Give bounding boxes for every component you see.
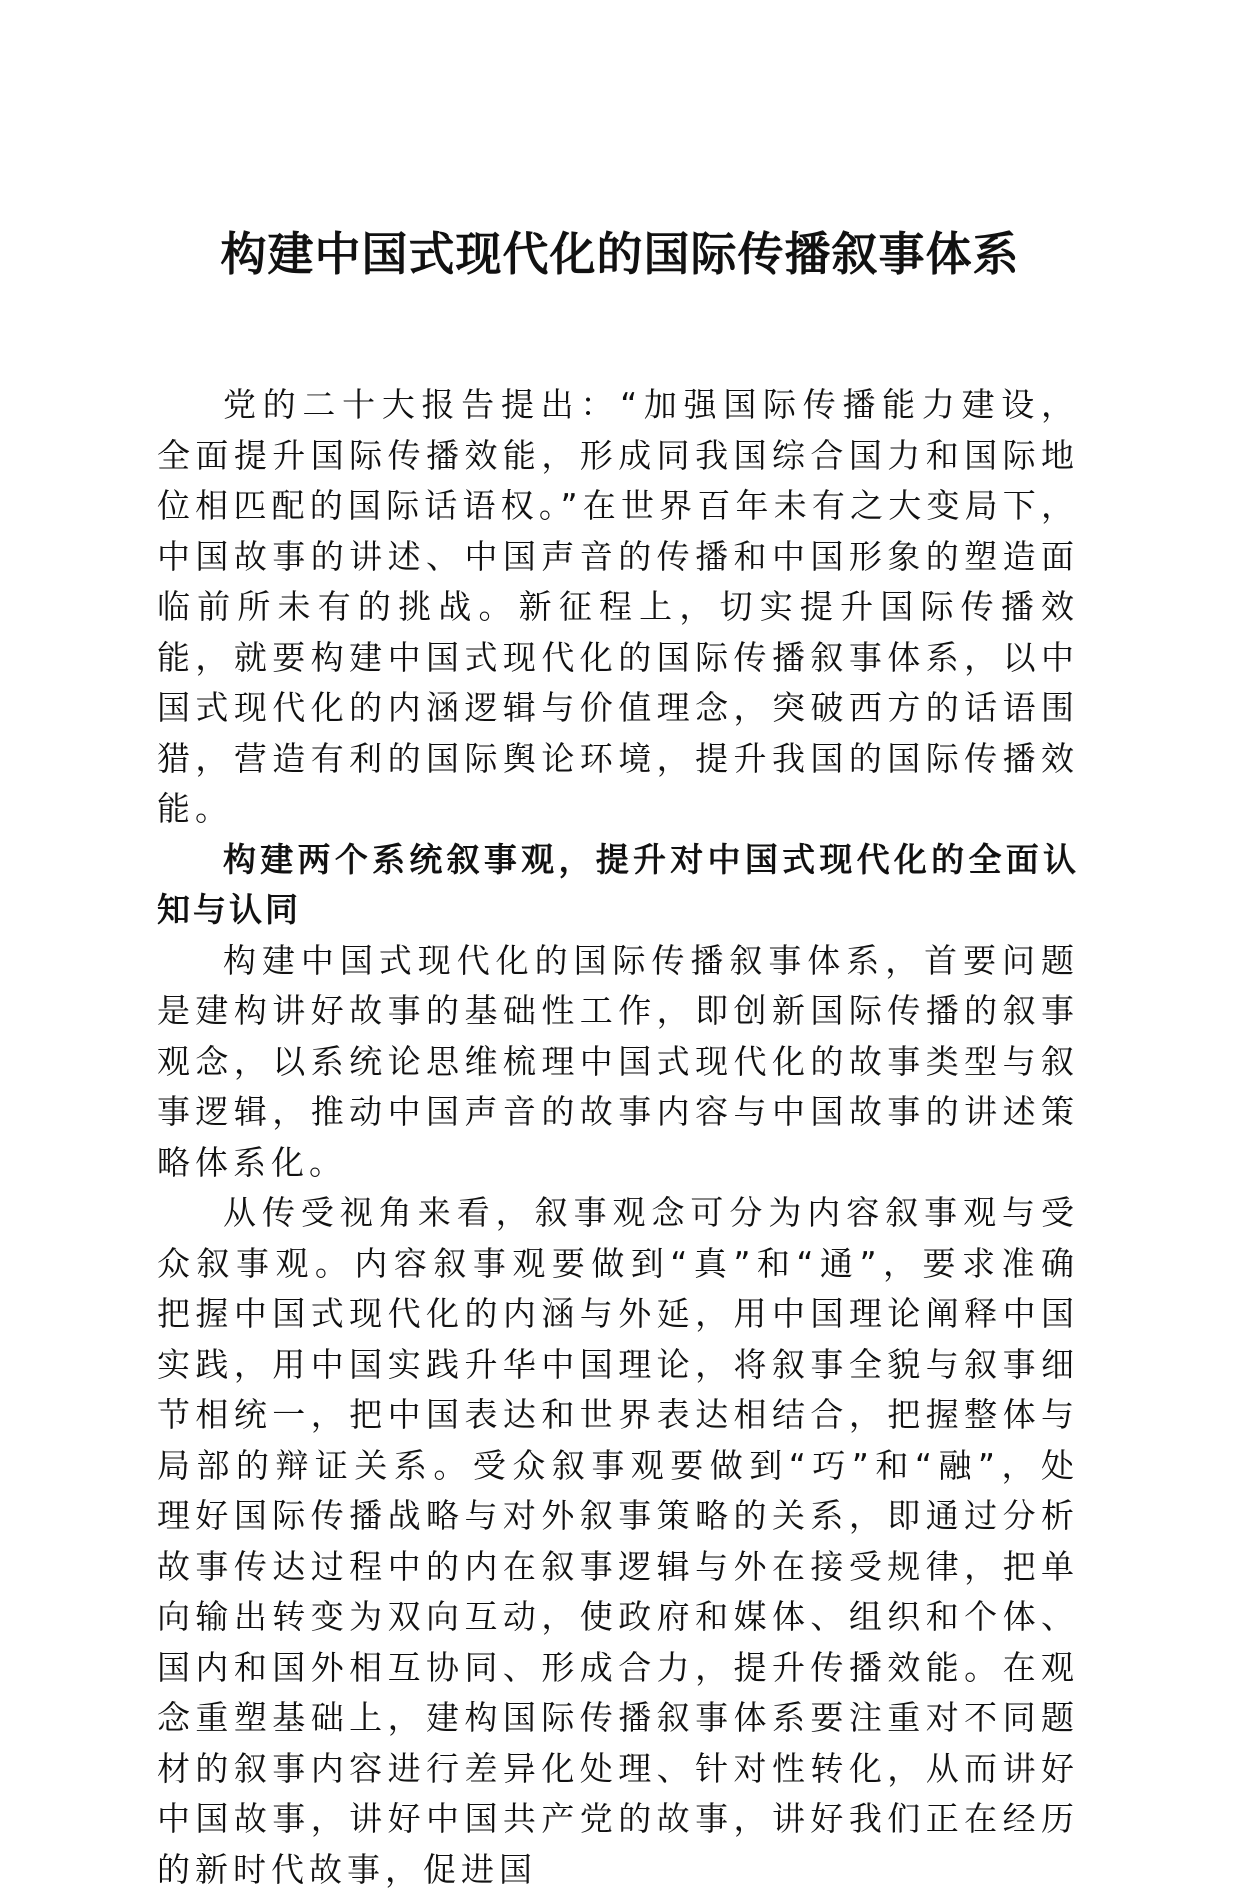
section-heading: 构建两个系统叙事观，提升对中国式现代化的全面认知与认同 [157, 839, 1079, 929]
document-body [157, 380, 1079, 1895]
section-paragraph-1: 构建中国式现代化的国际传播叙事体系，首要问题是建构讲好故事的基础性工作，即创新国际传播的叙事观念，以系统论思维梳理中国式现代化的故事类型与叙事逻辑，推动中国声音的故事内容与中国故事的讲述策略体系化。 [157, 940, 1079, 1182]
section-paragraph-2: 从传受视角来看，叙事观念可分为内容叙事观与受众叙事观。内容叙事观要做到“真”和“通”，要求准确把握中国式现代化的内涵与外延，用中国理论阐释中国实践，用中国实践升华中国理论，将叙事全貌与叙事细节相统一，把中国表达和世界表达相结合，把握整体与局部的辩证关系。受众叙事观要做到“巧”和“融”，处理好国际传播战略与对外叙事策略的关系，即通过分析故事传达过程中的内在叙事逻辑与外在接受规律，把单向输出转变为双向互动，使政府和媒体、组织和个体、国内和国外相互协同、形成合力，提升传播效能。在观念重塑基础上，建构国际传播叙事体系要注重对不同题材的叙事内容进行差异化处理、针对性转化，从而讲好中国故事，讲好中国共产党的故事，讲好我们正在经历的新时代故事，促进国 [157, 1193, 1079, 1889]
intro-paragraph: 党的二十大报告提出：“加强国际传播能力建设，全面提升国际传播效能，形成同我国综合国力和国际地位相匹配的国际话语权。”在世界百年未有之大变局下，中国故事的讲述、中国声音的传播和中国形象的塑造面临前所未有的挑战。新征程上，切实提升国际传播效能，就要构建中国式现代化的国际传播叙事体系，以中国式现代化的内涵逻辑与价值理念，突破西方的话语围猎，营造有利的国际舆论环境，提升我国的国际传播效能。 [157, 385, 1079, 828]
document-title: 构建中国式现代化的国际传播叙事体系 [220, 227, 1020, 281]
